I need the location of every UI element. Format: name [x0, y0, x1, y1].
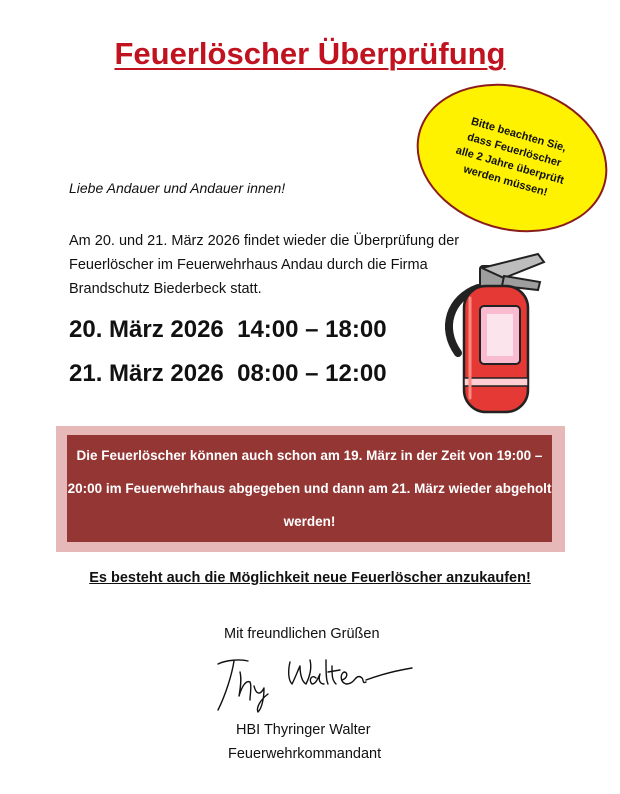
dropoff-notice: Die Feuerlöscher können auch schon am 19. März in der Zeit von 19:00 – 20:00 im Feuerwehrhaus abgegeben und dann am 21. März wieder abgeholt werden! — [67, 435, 552, 542]
handwritten-signature — [212, 650, 417, 715]
purchase-note: Es besteht auch die Möglichkeit neue Feuerlöscher anzukaufen! — [89, 570, 531, 586]
signer-name: HBI Thyringer Walter — [236, 722, 371, 738]
page-title: Feuerlöscher Überprüfung — [114, 36, 506, 71]
greeting: Liebe Andauer und Andauer innen! — [69, 180, 286, 196]
intro-paragraph: Am 20. und 21. März 2026 findet wieder die Überprüfung der Feuerlöscher im Feuerwehrhaus Andau durch die Firma Brandschutz Biederbeck statt. — [69, 233, 460, 297]
dropoff-notice-frame — [56, 426, 565, 552]
reminder-badge-text: Bitte beachten Sie, dass Feuerlöscher alle 2 Jahre überprüft werden müssen! — [454, 115, 568, 199]
reminder-badge — [399, 62, 620, 254]
signer-role: Feuerwehrkommandant — [228, 746, 382, 762]
date-line-2: 21. März 2026 08:00 – 12:00 — [69, 360, 387, 387]
date-line-1: 20. März 2026 14:00 – 18:00 — [69, 316, 387, 343]
fire-extinguisher-icon — [440, 248, 550, 416]
closing-greeting: Mit freundlichen Grüßen — [224, 626, 380, 642]
